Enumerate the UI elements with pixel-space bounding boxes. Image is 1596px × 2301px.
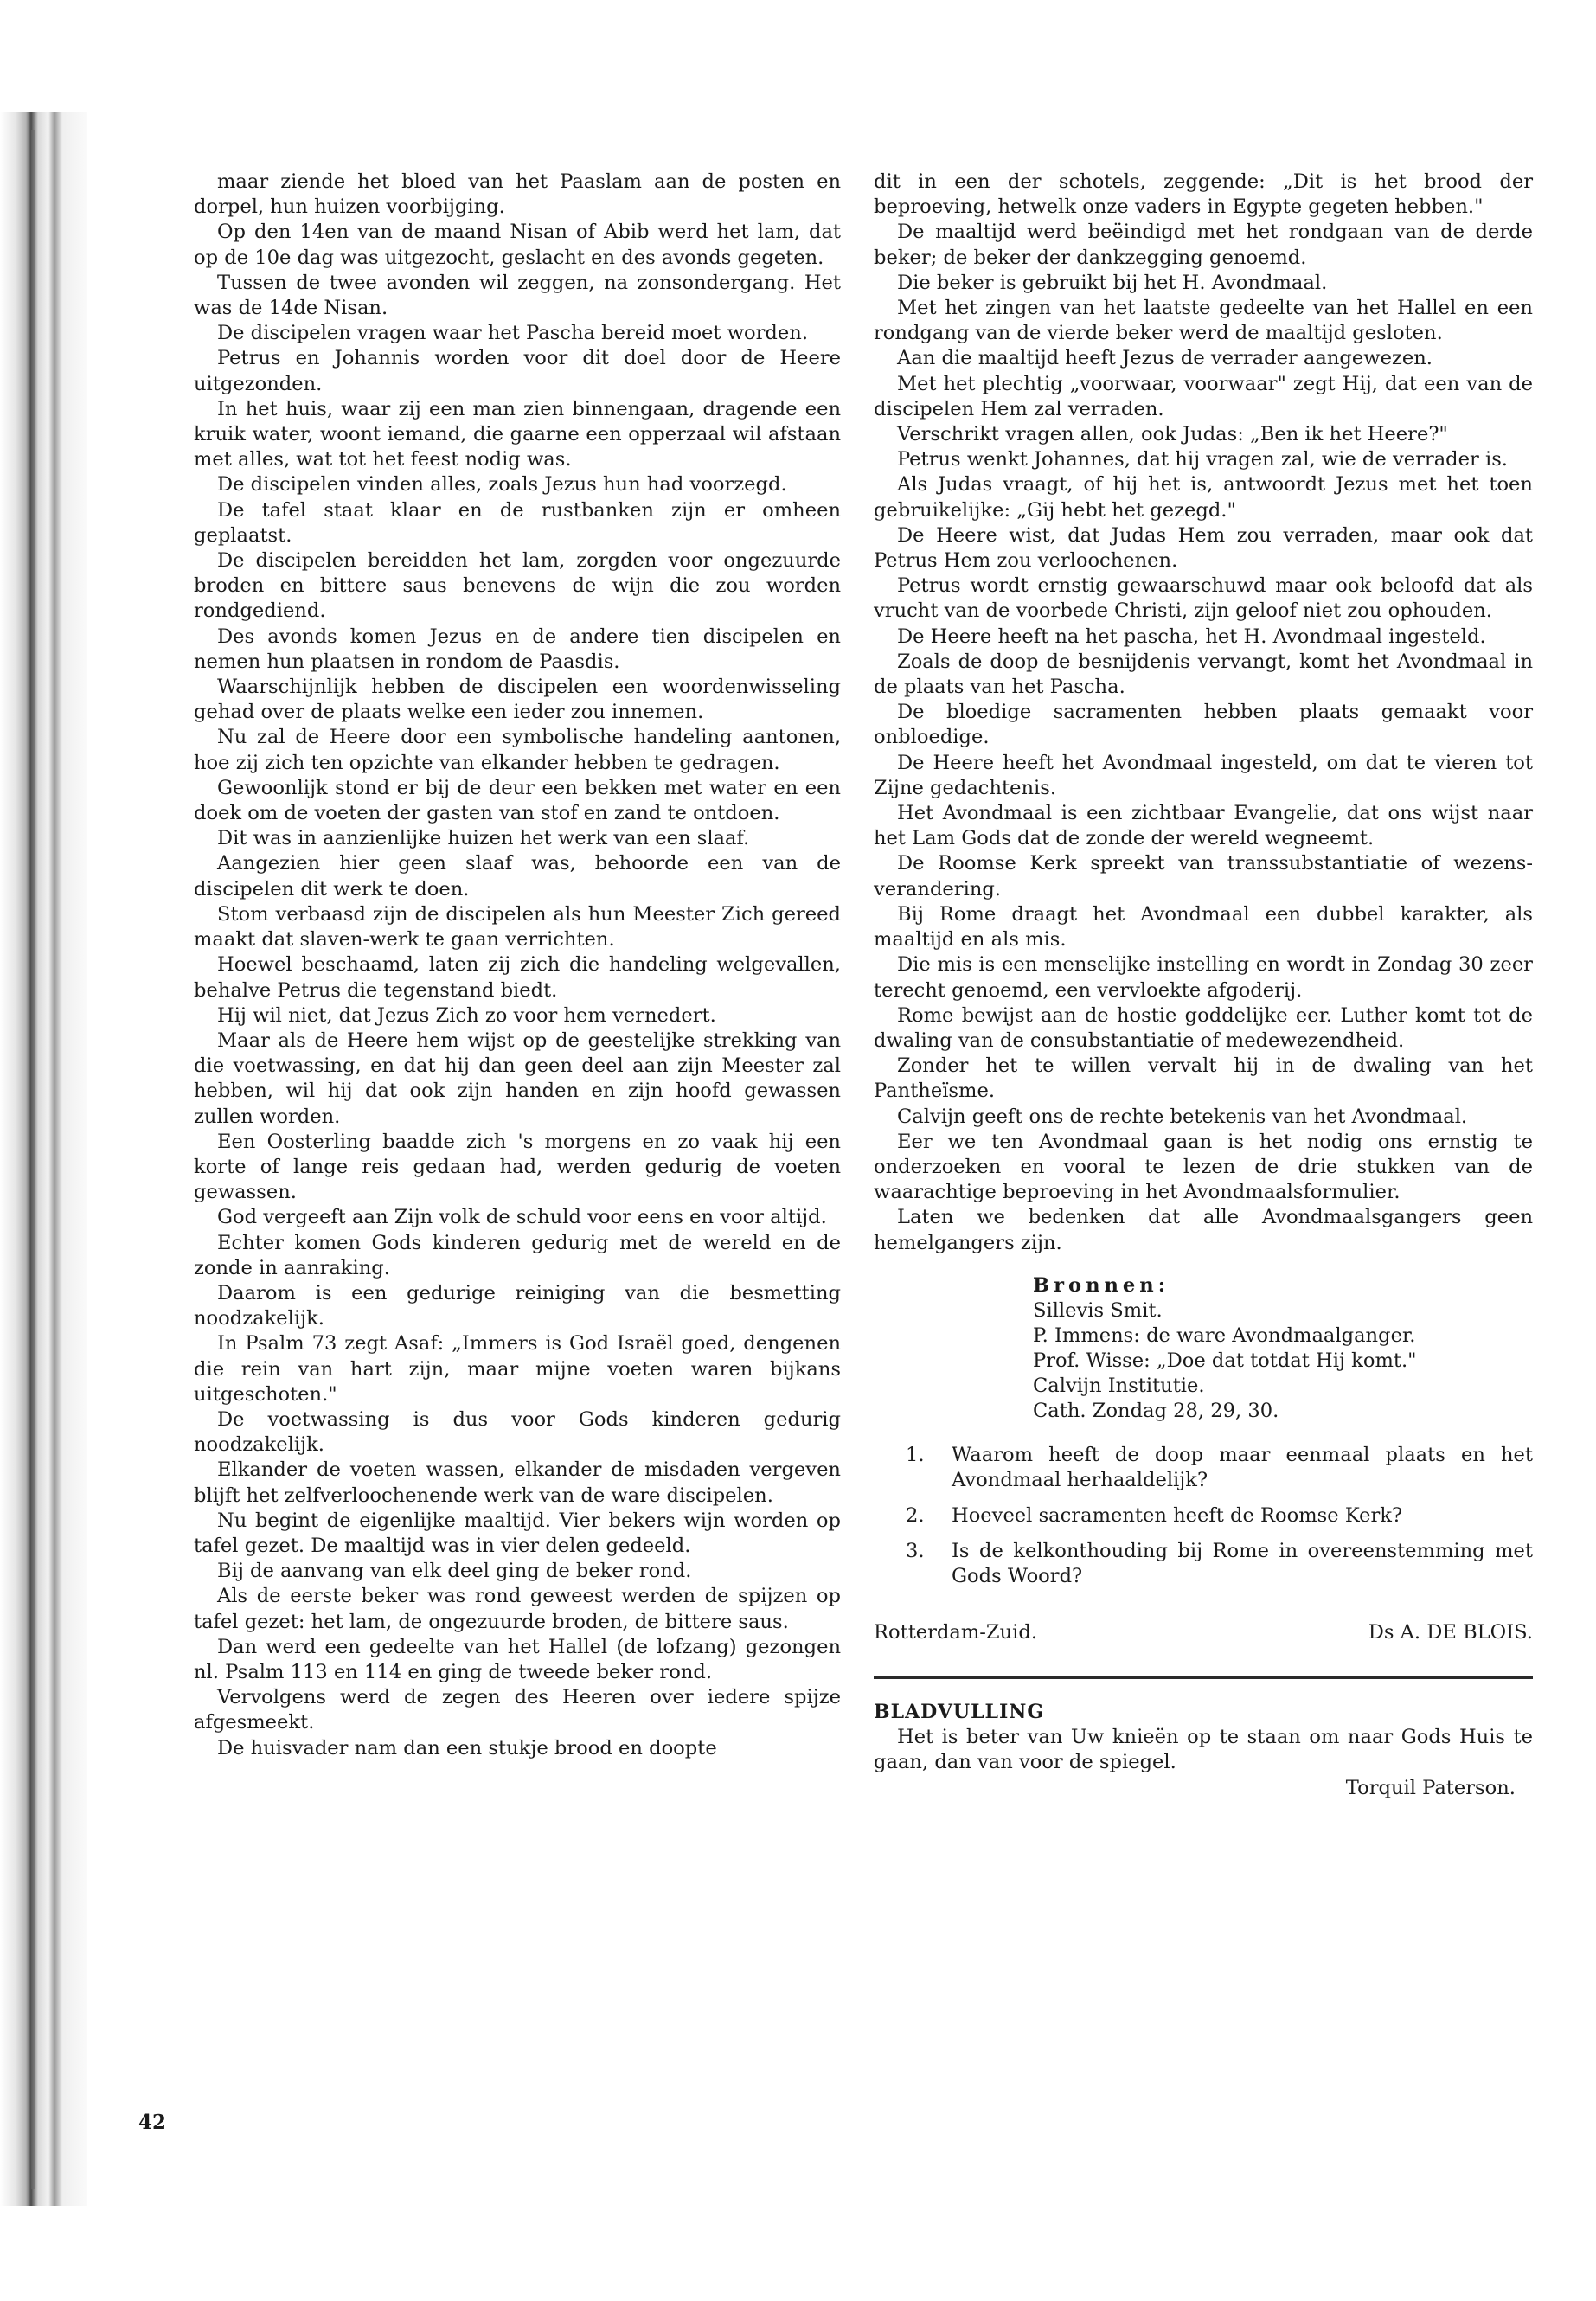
- paragraph: Aan die maaltijd heeft Jezus de verrader aangewezen.: [897, 347, 1433, 370]
- paragraph: Echter komen Gods kinderen gedurig met de wereld en de zonde in aanraking.: [194, 1231, 841, 1279]
- paragraph: Dan werd een gedeelte van het Hallel (de lofzang) gezongen nl. Psalm 113 en 114 en ging de tweede beker rond.: [194, 1635, 841, 1683]
- paragraph: De discipelen bereidden het lam, zorgden voor ongezuurde broden en bittere saus benevens de wijn die zou worden rondgediend.: [194, 549, 841, 623]
- book-binding-shadow: [0, 112, 87, 2206]
- paragraph: De Heere heeft na het pascha, het H. Avondmaal ingesteld.: [897, 625, 1486, 648]
- paragraph: Stom verbaasd zijn de discipelen als hun Meester Zich gereed maakt dat slaven-werk te gaan verrichten.: [194, 902, 841, 952]
- paragraph: Die mis is een menselijke instelling en wordt in Zondag 30 zeer terecht genoemd, een vervloekte afgoderij.: [874, 953, 1533, 1002]
- section-divider: [874, 1676, 1533, 1679]
- question-number: 3.: [906, 1539, 925, 1562]
- paragraph: Bij de aanvang van elk deel ging de beker rond.: [217, 1560, 692, 1583]
- paragraph-continued: dit in een der schotels, zeggende: „Dit is het brood der beproeving, hetwelk onze vaders in Egypte gegeten hebben.": [874, 170, 1533, 219]
- question-text: Waarom heeft de doop maar eenmaal plaats en het Avondmaal herhaaldelijk?: [952, 1443, 1533, 1491]
- question-item: [874, 1539, 1533, 1589]
- paragraph: Des avonds komen Jezus en de andere tien discipelen en nemen hun plaatsen in rondom de Paasdis.: [194, 625, 841, 673]
- paragraph: Nu begint de eigenlijke maaltijd. Vier bekers wijn worden op tafel gezet. De maaltijd was in vier delen gedeeld.: [194, 1509, 841, 1557]
- paragraph: Met het zingen van het laatste gedeelte van het Hallel en een rondgang van de vierde beker werd de maaltijd gesloten.: [874, 297, 1533, 345]
- paragraph: Als de eerste beker was rond geweest werden de spijzen op tafel gezet: het lam, de ongezuurde broden, de bittere saus.: [194, 1585, 841, 1633]
- paragraph: In het huis, waar zij een man zien binnengaan, dragende een kruik water, woont iemand, die gaarne een opperzaal wil afstaan met alles, wat tot het feest nodig was.: [194, 397, 841, 471]
- paragraph: Als Judas vraagt, of hij het is, antwoordt Jezus met het toen gebruikelijke: „Gij hebt het gezegd.": [874, 473, 1533, 522]
- paragraph: Vervolgens werd de zegen des Heeren over iedere spijze afgesmeekt.: [194, 1686, 841, 1734]
- right-column: [874, 170, 1533, 1801]
- paragraph: Hij wil niet, dat Jezus Zich zo voor hem vernedert.: [217, 1003, 716, 1027]
- paragraph: De huisvader nam dan een stukje brood en doopte: [217, 1736, 717, 1759]
- source-item: P. Immens: de ware Avondmaalganger.: [1033, 1324, 1416, 1347]
- question-number: 2.: [906, 1503, 925, 1527]
- paragraph: De discipelen vinden alles, zoals Jezus hun had voorzegd.: [217, 473, 787, 497]
- paragraph: Dit was in aanzienlijke huizen het werk van een slaaf.: [217, 827, 750, 850]
- page-number: 42: [138, 2111, 167, 2134]
- paragraph: Die beker is gebruikt bij het H. Avondmaal.: [897, 271, 1328, 294]
- sources-heading: Bronnen:: [1033, 1273, 1170, 1297]
- paragraph: maar ziende het bloed van het Paaslam aan de posten en dorpel, hun huizen voorbijging.: [194, 170, 841, 219]
- paragraph: Waarschijnlijk hebben de discipelen een woordenwisseling gehad over de plaats welke een ieder zou innemen.: [194, 676, 841, 724]
- paragraph: De bloedige sacramenten hebben plaats gemaakt voor onbloedige.: [874, 701, 1533, 749]
- paragraph: De voetwassing is dus voor Gods kinderen gedurig noodzakelijk.: [194, 1407, 841, 1457]
- source-item: Prof. Wisse: „Doe dat totdat Hij komt.": [1033, 1349, 1417, 1372]
- signature-line: [874, 1620, 1533, 1645]
- signature-author: Ds A. DE BLOIS.: [1368, 1620, 1533, 1644]
- paragraph: Aangezien hier geen slaaf was, behoorde een van de discipelen dit werk te doen.: [194, 852, 841, 901]
- paragraph: Elkander de voeten wassen, elkander de misdaden vergeven blijft het zelfverloochenende werk van de ware discipelen.: [194, 1458, 841, 1507]
- source-item: Sillevis Smit.: [1033, 1298, 1163, 1322]
- left-column: [194, 170, 841, 1761]
- paragraph: De Heere heeft het Avondmaal ingesteld, om dat te vieren tot Zijne gedachtenis.: [874, 751, 1533, 799]
- paragraph: Petrus wenkt Johannes, dat hij vragen zal, wie de verrader is.: [897, 448, 1508, 471]
- paragraph: Laten we bedenken dat alle Avondmaalsgangers geen hemelgangers zijn.: [874, 1206, 1533, 1254]
- paragraph: Daarom is een gedurige reiniging van die besmetting noodzakelijk.: [194, 1281, 841, 1330]
- paragraph: Een Oosterling baadde zich 's morgens en zo vaak hij een korte of lange reis gedaan had, werden gedurig de voeten gewassen.: [194, 1130, 841, 1204]
- paragraph: Hoewel beschaamd, laten zij zich die handeling welgevallen, behalve Petrus die tegenstand biedt.: [194, 953, 841, 1002]
- paragraph: Verschrikt vragen allen, ook Judas: „Ben ik het Heere?": [897, 423, 1448, 446]
- question-text: Is de kelkonthouding bij Rome in overeenstemming met Gods Woord?: [952, 1539, 1533, 1587]
- question-item: [874, 1443, 1533, 1493]
- paragraph: Bij Rome draagt het Avondmaal een dubbel karakter, als maaltijd en als mis.: [874, 902, 1533, 952]
- paragraph: Zoals de doop de besnijdenis vervangt, komt het Avondmaal in de plaats van het Pascha.: [874, 650, 1533, 699]
- question-number: 1.: [906, 1443, 925, 1466]
- question-text: Hoeveel sacramenten heeft de Roomse Kerk?: [952, 1503, 1403, 1527]
- filler-title: BLADVULLING: [874, 1700, 1045, 1723]
- paragraph: Petrus wordt ernstig gewaarschuwd maar ook beloofd dat als vrucht van de voorbede Christi, zijn geloof niet zou ophouden.: [874, 574, 1533, 623]
- source-item: Calvijn Institutie.: [1033, 1374, 1205, 1397]
- paragraph: De Roomse Kerk spreekt van transsubstantiatie of wezens-verandering.: [874, 852, 1533, 901]
- paragraph: Tussen de twee avonden wil zeggen, na zonsondergang. Het was de 14de Nisan.: [194, 271, 841, 320]
- paragraph: Calvijn geeft ons de rechte betekenis van het Avondmaal.: [897, 1105, 1468, 1128]
- paragraph: Met het plechtig „voorwaar, voorwaar" zegt Hij, dat een van de discipelen Hem zal verraden.: [874, 372, 1533, 420]
- paragraph: Rome bewijst aan de hostie goddelijke eer. Luther komt tot de dwaling van de consubstantiatie of medewezendheid.: [874, 1003, 1533, 1052]
- paragraph: Het Avondmaal is een zichtbaar Evangelie, dat ons wijst naar het Lam Gods dat de zonde der wereld wegneemt.: [874, 802, 1533, 850]
- paragraph: De maaltijd werd beëindigd met het rondgaan van de derde beker; de beker der dankzegging genoemd.: [874, 221, 1533, 269]
- paragraph: De Heere wist, dat Judas Hem zou verraden, maar ook dat Petrus Hem zou verloochenen.: [874, 523, 1533, 573]
- paragraph: Op den 14en van de maand Nisan of Abib werd het lam, dat op de 10e dag was uitgezocht, geslacht en des avonds gegeten.: [194, 221, 841, 269]
- paragraph: Zonder het te willen vervalt hij in de dwaling van het Pantheïsme.: [874, 1054, 1533, 1103]
- question-item: [874, 1503, 1533, 1529]
- source-item: Cath. Zondag 28, 29, 30.: [1033, 1399, 1279, 1422]
- filler-text: Het is beter van Uw knieën op te staan om naar Gods Huis te gaan, dan van voor de spiegel.: [874, 1726, 1533, 1774]
- paragraph: De tafel staat klaar en de rustbanken zijn er omheen geplaatst.: [194, 498, 841, 547]
- filler-attribution: Torquil Paterson.: [1345, 1776, 1516, 1799]
- paragraph: In Psalm 73 zegt Asaf: „Immers is God Israël goed, dengenen die rein van hart zijn, maar mijne voeten waren bijkans uitgeschoten.": [194, 1332, 841, 1406]
- paragraph: Nu zal de Heere door een symbolische handeling aantonen, hoe zij zich ten opzichte van elkander hebben te gedragen.: [194, 726, 841, 774]
- paragraph: De discipelen vragen waar het Pascha bereid moet worden.: [217, 322, 808, 345]
- paragraph: Maar als de Heere hem wijst op de geestelijke strekking van die voetwassing, en dat hij dan geen deel aan zijn Meester zal hebben, wil hij dat ook zijn handen en zijn hoofd gewassen zullen worden.: [194, 1029, 841, 1128]
- paragraph: God vergeeft aan Zijn volk de schuld voor eens en voor altijd.: [217, 1206, 827, 1229]
- paragraph: Eer we ten Avondmaal gaan is het nodig ons ernstig te onderzoeken en vooral te lezen de drie stukken van de waarachtige beproeving in het Avondmaalsformulier.: [874, 1130, 1533, 1204]
- binding-edge-line: [31, 130, 35, 2189]
- filler-body: [874, 1725, 1533, 1775]
- sources-list: [1033, 1273, 1533, 1424]
- questions-list: [874, 1443, 1533, 1589]
- paragraph: Gewoonlijk stond er bij de deur een bekken met water en een doek om de voeten der gasten van stof en zand te ontdoen.: [194, 776, 841, 825]
- paragraph: Petrus en Johannis worden voor dit doel door de Heere uitgezonden.: [194, 347, 841, 395]
- signature-place: Rotterdam-Zuid.: [874, 1620, 1038, 1644]
